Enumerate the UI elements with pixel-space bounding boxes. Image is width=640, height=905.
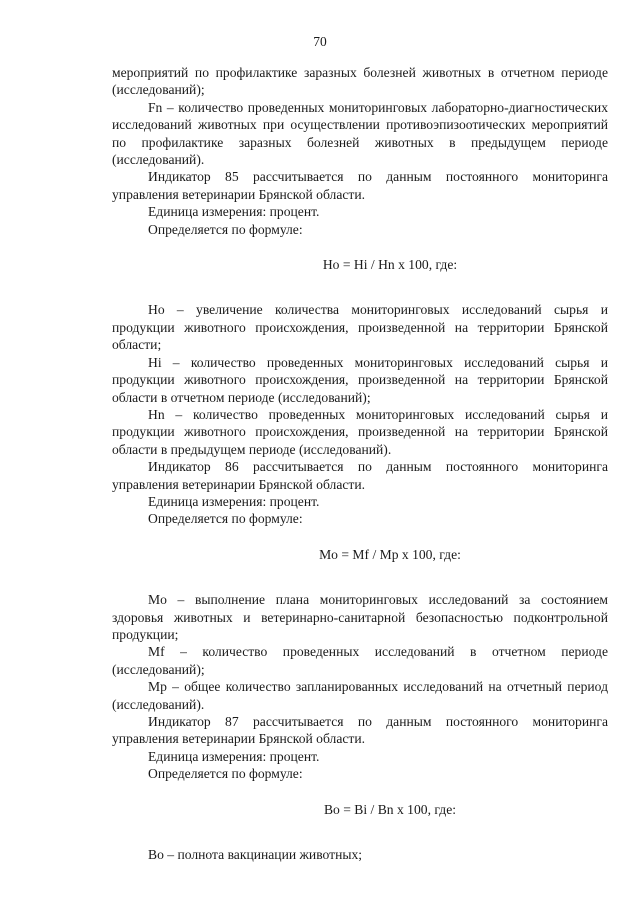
- paragraph-unit-2: Единица измерения: процент.: [148, 493, 320, 509]
- page-number: 70: [313, 34, 327, 49]
- formula-bo: Bo = Bi / Bn x 100, где:: [323, 801, 456, 817]
- paragraph-continuation: мероприятий по профилактике заразных болезней животных в отчетном периоде (исследований);: [112, 65, 608, 98]
- paragraph-fn-definition: Fn – количество проведенных мониторинговых лабораторно-диагностических исследований животных при осуществлении противоэпизоотических мероприятий по профилактике заразных болезней животных в предыдущем периоде (исследований).: [112, 99, 608, 168]
- paragraph-hi-definition: Hi – количество проведенных мониторинговых исследований сырья и продукции животного происхождения, произведенной на территории Брянской области в отчетном периоде (исследований);: [112, 354, 608, 405]
- paragraph-hn-definition: Hn – количество проведенных мониторинговых исследований сырья и продукции животного происхождения, произведенной на территории Брянской области в предыдущем периоде (исследований).: [112, 406, 608, 457]
- paragraph-mp-definition: Mp – общее количество запланированных исследований на отчетный период (исследований).: [112, 679, 608, 712]
- document-body: [112, 64, 608, 863]
- paragraph-unit-3: Единица измерения: процент.: [148, 748, 320, 764]
- formula-ho: Ho = Hi / Hn x 100, где:: [322, 257, 458, 273]
- paragraph-indicator-85: Индикатор 85 рассчитывается по данным постоянного мониторинга управления ветеринарии Брянской области.: [112, 169, 608, 202]
- formula-mo: Mo = Mf / Mp x 100, где:: [319, 546, 461, 562]
- paragraph-mo-definition: Mo – выполнение плана мониторинговых исследований за состоянием здоровья животных и ветеринарно-санитарной безопасностью подконтрольной продукции;: [112, 592, 608, 642]
- paragraph-formula-intro-3: Определяется по формуле:: [148, 766, 303, 782]
- paragraph-mf-definition: Mf – количество проведенных исследований в отчетном периоде (исследований);: [112, 644, 608, 677]
- paragraph-unit-1: Единица измерения: процент.: [148, 204, 320, 220]
- paragraph-formula-intro-2: Определяется по формуле:: [148, 511, 303, 527]
- paragraph-formula-intro-1: Определяется по формуле:: [148, 221, 303, 237]
- paragraph-indicator-86: Индикатор 86 рассчитывается по данным постоянного мониторинга управления ветеринарии Брянской области.: [112, 459, 608, 492]
- paragraph-bo-definition: Bo – полнота вакцинации животных;: [148, 847, 363, 863]
- paragraph-indicator-87: Индикатор 87 рассчитывается по данным постоянного мониторинга управления ветеринарии Брянской области.: [112, 714, 608, 747]
- paragraph-ho-definition: Ho – увеличение количества мониторинговых исследований сырья и продукции животного происхождения, произведенной на территории Брянской области;: [112, 302, 608, 353]
